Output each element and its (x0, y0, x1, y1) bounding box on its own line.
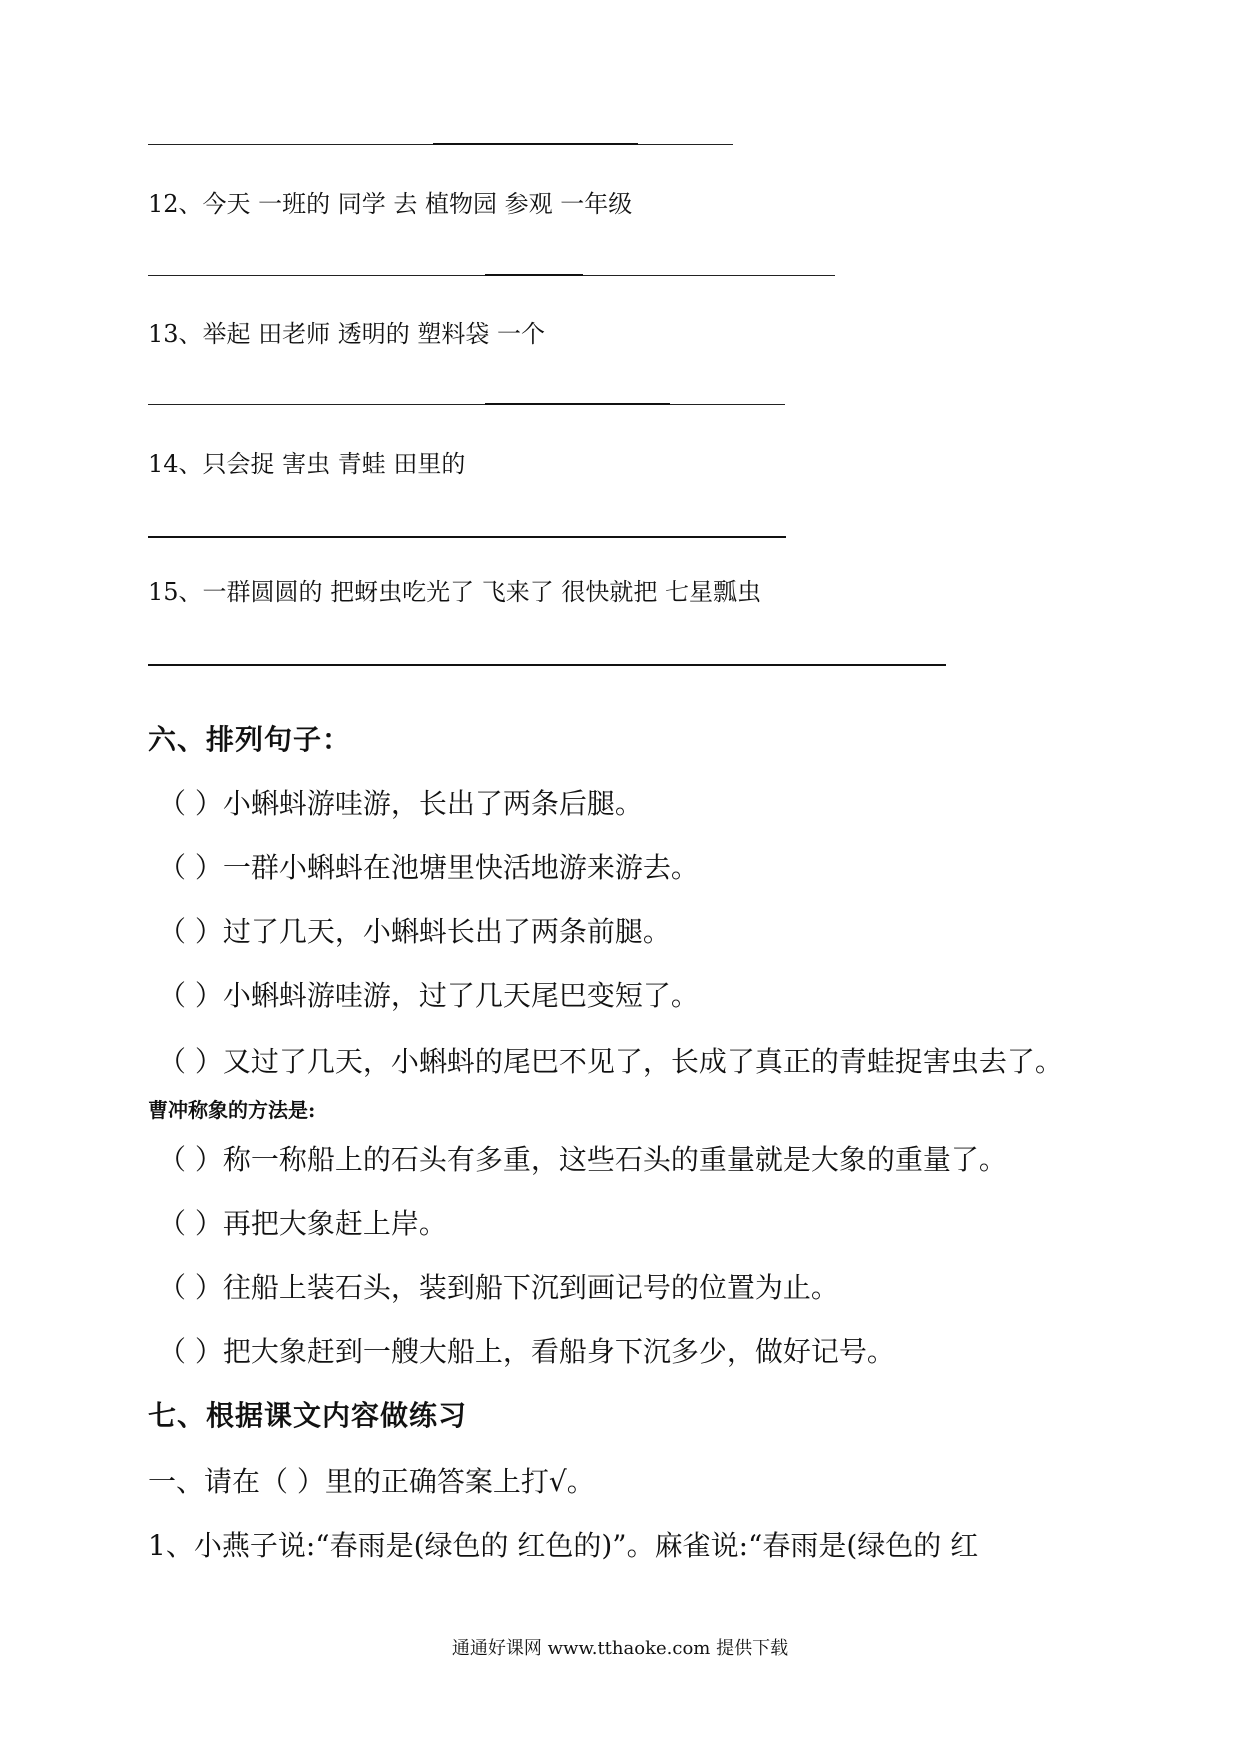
order-item: （ ）过了几天，小蝌蚪长出了两条前腿。 (158, 915, 671, 948)
question-14: 14、只会捉 害虫 青蛙 田里的 (148, 450, 466, 478)
order-item: （ ）称一称船上的石头有多重，这些石头的重量就是大象的重量了。 (158, 1143, 1007, 1176)
subsection-title: 曹冲称象的方法是: (148, 1098, 316, 1122)
question-13: 13、举起 田老师 透明的 塑料袋 一个 (148, 320, 546, 348)
answer-line (148, 275, 485, 276)
answer-line (148, 144, 433, 145)
answer-line (485, 403, 670, 405)
answer-line (638, 144, 733, 145)
order-item: （ ）再把大象赶上岸。 (158, 1207, 447, 1240)
section-7-sub: 一、请在（ ）里的正确答案上打√。 (148, 1465, 595, 1498)
answer-line (583, 275, 835, 276)
order-item: （ ）小蝌蚪游哇游，长出了两条后腿。 (158, 787, 643, 820)
answer-line (485, 274, 583, 276)
section-6-title: 六、排列句子： (148, 723, 352, 756)
answer-line (148, 404, 485, 405)
question-12: 12、今天 一班的 同学 去 植物园 参观 一年级 (148, 190, 633, 218)
answer-line (148, 664, 946, 666)
section-7-title: 七、根据课文内容做练习 (148, 1399, 468, 1432)
page-footer: 通通好课网 www.tthaoke.com 提供下载 (451, 1638, 789, 1659)
answer-line (670, 404, 785, 405)
question-1: 1、小燕子说:“春雨是(绿色的 红色的)”。麻雀说:“春雨是(绿色的 红 (148, 1529, 979, 1562)
order-item: （ ）小蝌蚪游哇游，过了几天尾巴变短了。 (158, 979, 699, 1012)
order-item: （ ）又过了几天，小蝌蚪的尾巴不见了，长成了真正的青蛙捉害虫去了。 (158, 1045, 1063, 1078)
answer-line (433, 143, 638, 145)
answer-line (148, 536, 786, 538)
order-item: （ ）把大象赶到一艘大船上，看船身下沉多少，做好记号。 (158, 1335, 895, 1368)
order-item: （ ）往船上装石头，装到船下沉到画记号的位置为止。 (158, 1271, 839, 1304)
question-15: 15、一群圆圆的 把蚜虫吃光了 飞来了 很快就把 七星瓢虫 (148, 578, 762, 606)
order-item: （ ）一群小蝌蚪在池塘里快活地游来游去。 (158, 851, 699, 884)
